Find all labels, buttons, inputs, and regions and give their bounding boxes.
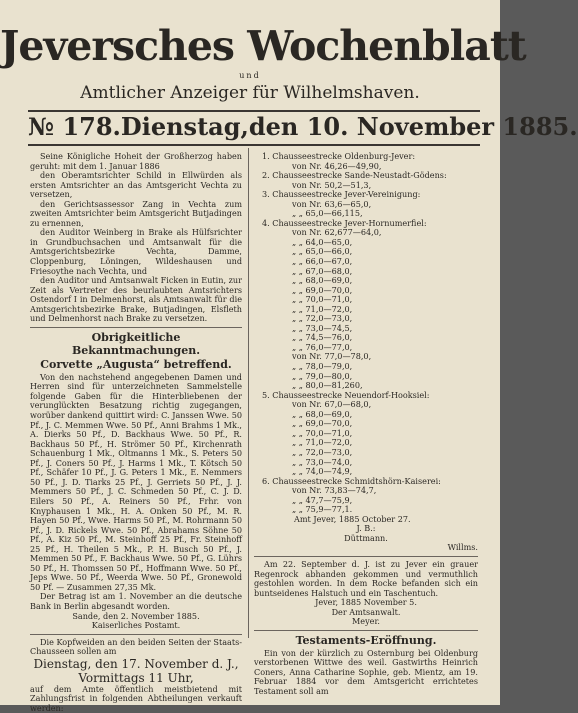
news-paragraph: den Auditor Weinberg in Brake als Hülfsrichter in Grundbuchsachen und Amtsanwalt für die Amtsgerichtsbezirke Vechta, Damme, Cloppenburg, Löningen, Wildeshausen und Friesoythe nach Vechta, und [30,227,242,276]
road-section-range: „ „ 71,0—72,0, [292,303,353,314]
dateline [28,112,578,142]
sign-duettmann: Düttmann. [344,532,388,543]
road-section-range: „ „ 65,0—66,0, [292,246,353,257]
news-paragraph: den Auditor und Amtsanwalt Ficken in Eutin, zur Zeit als Vertreter des beurlaubten Amtsrichters Ostendorf I in Delmenhorst, als Amtsanwalt für die Amtsgerichtsbezirke Brake, Butjadingen, Elsfleth und Delmenhorst nach Brake zu versetzen. [30,275,242,324]
auction-text-2: auf dem Amte öffentlich meistbietend mit Zahlungsfrist in folgenden Abtheilungen verkauft werden: [30,683,242,713]
road-section-range: „ „ 72,0—73,0, [292,313,353,324]
road-section-range: „ „ 74,5—76,0, [292,332,353,343]
road-section-range: von Nr. 46,26—49,90, [292,160,382,171]
masthead-und: und [239,71,261,80]
road-section-range: von Nr. 73,83—74,7, [292,485,377,496]
lost-date: Jever, 1885 November 5. [315,597,417,608]
road-section-range: „ „ 68,0—69,0, [292,275,353,286]
road-section-range: „ „ 64,0—65,0, [292,236,353,247]
road-section-range: „ „ 69,0—70,0, [292,418,353,429]
auction-text: Die Kopfweiden an den beiden Seiten der Staats-Chausseen sollen am [30,636,242,657]
road-section-range: „ „ 69,0—70,0, [292,284,353,295]
masthead-title: Jeversches Wochenblatt [0,22,526,70]
news-paragraph: den Oberamtsrichter Schild in Ellwürden als ersten Amtsrichter an das Amtsgericht Vechta zu versetzen, [30,170,242,200]
road-section-range: „ „ 72,0—73,0, [292,446,353,457]
issue-number: № 178. [28,112,121,141]
road-section-range: „ „ 79,0—80,0, [292,370,353,381]
road-section-range: von Nr. 63,6—65,0, [292,198,372,209]
issue-date: den 10. November 1885. [248,112,578,141]
right-column [254,152,478,697]
sign-willms: Willms. [447,542,478,553]
section-divider [30,634,242,635]
road-section-range: „ „ 66,0—67,0, [292,256,353,267]
road-section-range: „ „ 70,0—71,0, [292,294,353,305]
road-section-range: „ „ 68,0—69,0, [292,408,353,419]
road-section-heading: 5. Chausseestrecke Neuendorf-Hooksiel: [262,389,430,400]
road-section-heading: 2. Chausseestrecke Sande-Neustadt-Gödens: [262,170,447,181]
section-divider [254,630,478,631]
road-section-range: „ „ 67,0—68,0, [292,265,353,276]
road-section-range: „ „ 74,0—74,9, [292,466,353,477]
road-section-heading: 3. Chausseestrecke Jever-Vereinigung: [262,189,421,200]
lost-sign-name: Meyer. [352,616,380,627]
corvette-sign-place: Sande, den 2. November 1885. [72,610,200,621]
issue-weekday: Dienstag, [120,112,249,141]
road-section-heading: 4. Chausseestrecke Jever-Hornumerfiel: [262,217,427,228]
road-section-range: „ „ 76,0—77,0, [292,341,353,352]
lost-notice: Am 22. September d. J. ist zu Jever ein grauer Regenrock abhanden gekommen und vermuthlich gestohlen worden. In dem Rocke befanden sich ein buntseidenes Halstuch und ein Taschentuch. [254,558,478,598]
corvette-text-2: Der Betrag ist am 1. November an die deutsche Bank in Berlin abgesandt worden. [30,591,242,611]
road-section-range: „ „ 75,9—77,1. [292,504,353,515]
auction-time: Vormittags 11 Uhr, [78,670,194,685]
testament-title: Testaments-Eröffnung. [295,633,437,647]
road-section-range: von Nr. 77,0—78,0, [292,351,372,362]
road-section-range: „ „ 71,0—72,0, [292,437,353,448]
masthead-subtitle: Amtlicher Anzeiger für Wilhelmshaven. [80,83,420,103]
section-title: Obrigkeitliche Bekanntmachungen. [71,330,201,357]
news-paragraph: Seine Königliche Hoheit der Großherzog haben geruht: mit dem 1. Januar 1886 [30,151,242,171]
testament-text: Ein von der kürzlich zu Osternburg bei Oldenburg verstorbenen Wittwe des weil. Gastwirths Heinrich Coners, Anna Catharine Sophie, geb. Mientz, am 19. Februar 1884 vor dem Amtsgericht errichtetes Testament soll am [254,647,478,696]
corvette-text: Von den nachstehend angegebenen Damen und Herren sind für unterzeichneten Sammelstelle folgende Gaben für die Hinterbliebenen der verunglückten Besatzung richtig zugegangen, worüber dankend quittirt wird: C. Janssen Wwe. 50 Pf., J. C. Memmen Wwe. 50 Pf., Anni Brahms 1 Mk., A. Dierks 50 Pf., D. Backhaus Wwe. 50 Pf., R. Backhaus 50 Pf., H. Strömer 50 Pf., Kirchenrath Schauenburg 1 Mk., Oltmanns 1 Mk., S. Peters 50 Pf., J. Coners 50 Pf., J. Harms 1 Mk., T. Kötsch 50 Pf., Schäfer 10 Pf., J. G. Peters 1 Mk., E. Nemmers 50 Pf., J. D. Tiarks 25 Pf., J. Gerriets 50 Pf., J. J. Memmers 50 Pf., J. C. Schmeden 50 Pf., C. J. D. Eilers 50 Pf., A. Reiners 50 Pf., Frhr. von Knyphausen 1 Mk., H. A. Onken 50 Pf., M. R. Hayen 50 Pf., Wwe. Harms 50 Pf., M. Rohrmann 50 Pf., J. D. Rickels Wwe. 50 Pf., Abrahams Söhne 50 Pf., A. Kiz 50 Pf., M. Steinhoff 25 Pf., Fr. Steinhoff 25 Pf., H. Theilen 5 Mk., P. H. Busch 50 Pf., J. Memmen 50 Pf., F. Backhaus Wwe. 50 Pf., G. Lührs 50 Pf., H. Thomssen 50 Pf., Hoffmann Wwe. 50 Pf., Jeps Wwe. 50 Pf., Weerda Wwe. 50 Pf., Gronewold 50 Pf. — Zusammen 27,35 Mk. [30,371,242,592]
road-section-range: „ „ 80,0—81,260, [292,380,363,391]
section-divider [254,556,478,557]
road-section-range: von Nr. 62,677—64,0, [292,227,382,238]
lost-sign-office: Der Amtsanwalt. [331,606,401,617]
news-paragraph: den Gerichtsassessor Zang in Vechta zum zweiten Amtsrichter beim Amtsgericht Butjadingen zu ernennen, [30,198,242,228]
road-section-range: „ „ 73,0—74,0, [292,456,353,467]
amt-date-line: Amt Jever, 1885 October 27. [294,513,411,524]
road-section-range: „ „ 78,0—79,0, [292,361,353,372]
section-divider [30,327,242,328]
road-section-range: von Nr. 50,2—51,3, [292,179,372,190]
left-column [30,152,242,713]
corvette-sign: Kaiserliches Postamt. [91,620,181,631]
road-section-heading: 1. Chausseestrecke Oldenburg-Jever: [262,151,416,161]
road-section-range: „ „ 73,0—74,5, [292,322,353,333]
road-section-range: von Nr. 67,0—68,0, [292,399,372,410]
column-divider [248,148,249,638]
road-section-range: „ „ 65,0—66,115, [292,208,363,219]
road-section-heading: 6. Chausseestrecke Schmidtshörn-Kaiserei: [262,475,441,486]
sign-jb: J. B.: [356,523,376,534]
dateline-rule [28,144,480,146]
road-section-range: „ „ 70,0—71,0, [292,427,353,438]
road-section-range: „ „ 47,7—75,9, [292,494,353,505]
road-sections [254,152,478,515]
auction-date: Dienstag, den 17. November d. J., [33,656,239,671]
corvette-title: Corvette „Augusta“ betreffend. [40,357,232,371]
